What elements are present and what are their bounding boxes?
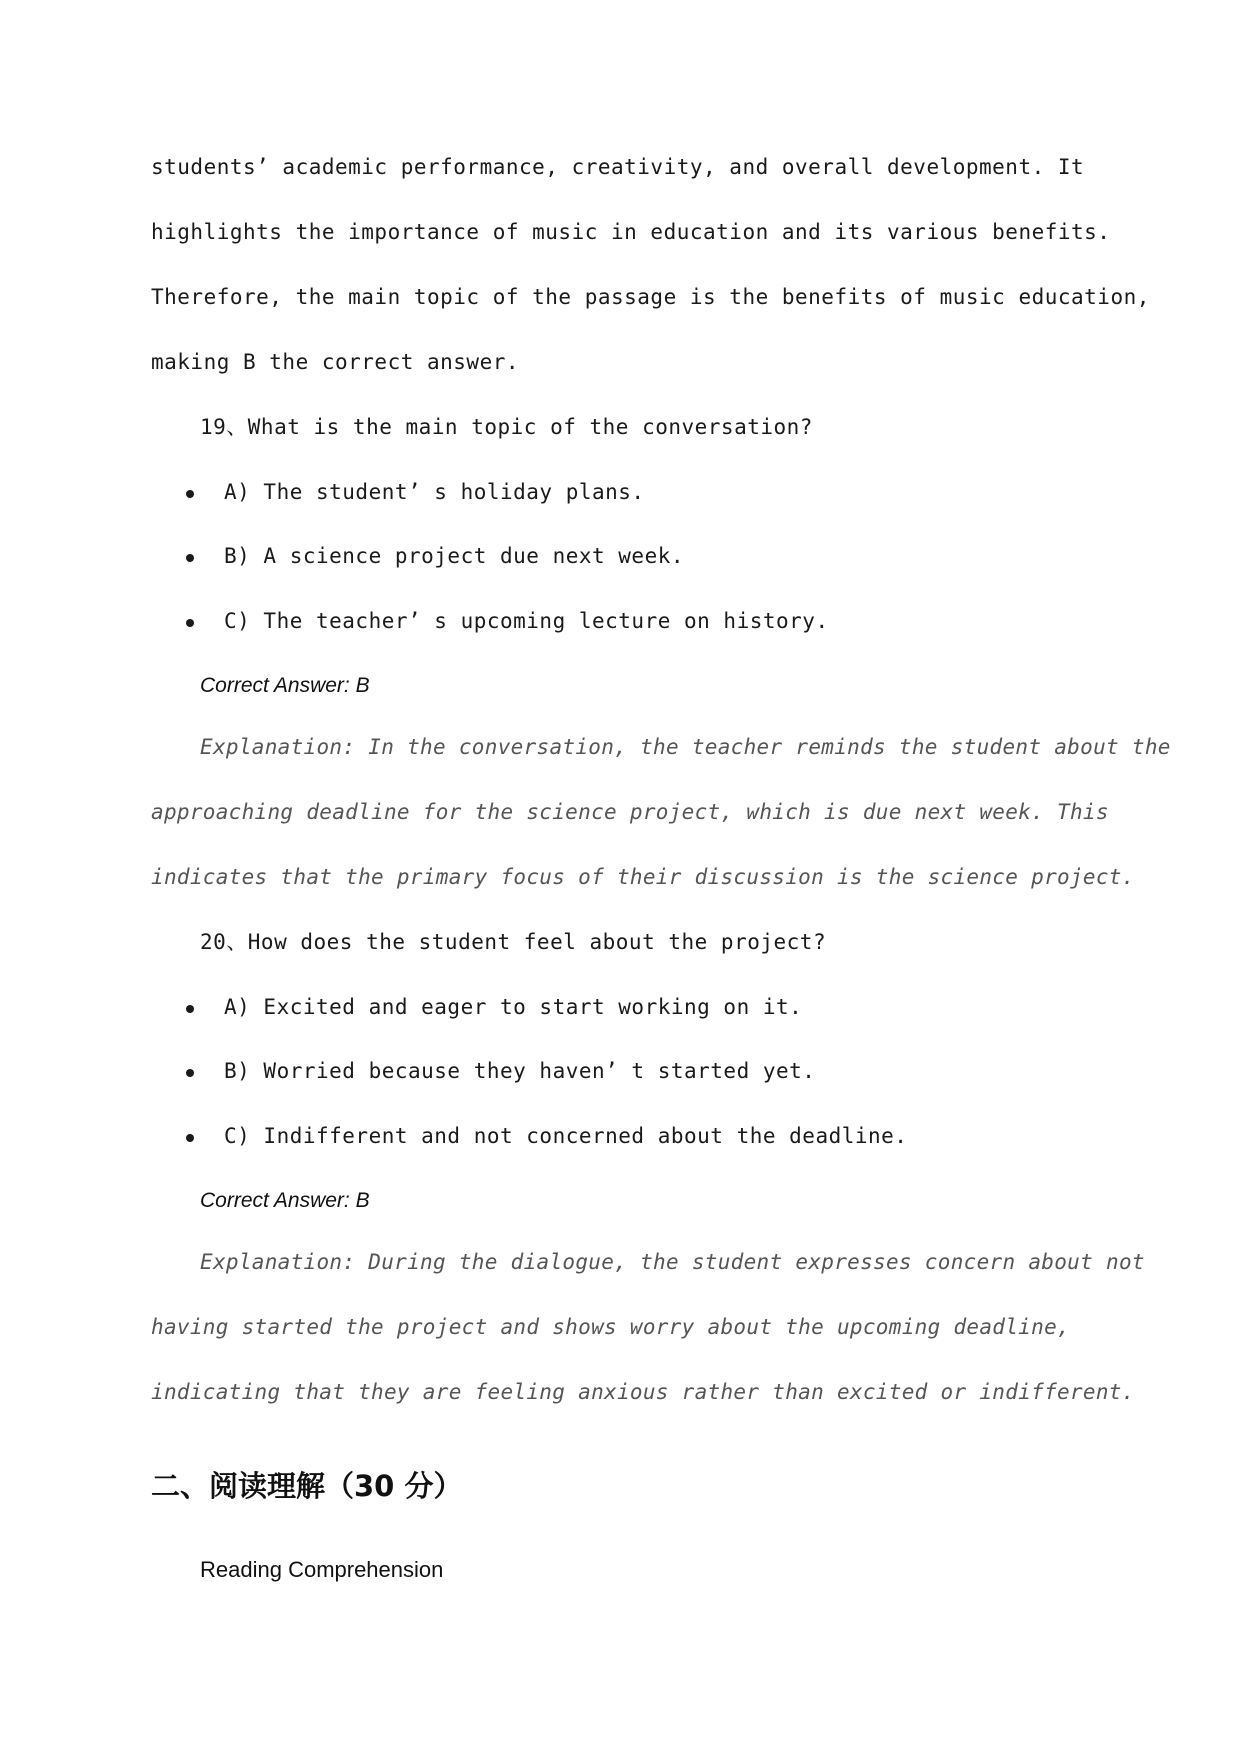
- correct-answer: Correct Answer: B: [200, 1189, 370, 1212]
- question-20: 20、How does the student feel about the project?: [200, 930, 827, 954]
- section-subtitle: Reading Comprehension: [200, 1557, 444, 1582]
- bullet-icon: [186, 1005, 194, 1013]
- option-b: B) Worried because they haven’ t started yet.: [224, 1059, 816, 1083]
- bullet-icon: [186, 1069, 194, 1077]
- question-19: 19、What is the main topic of the conversation?: [200, 415, 813, 439]
- option-c: C) Indifferent and not concerned about the deadline.: [224, 1124, 908, 1148]
- section-heading: 二、阅读理解（30 分）: [151, 1469, 463, 1503]
- paragraph-line: students’ academic performance, creativity, and overall development. It: [151, 155, 1085, 179]
- option-a: A) The student’ s holiday plans.: [224, 480, 645, 504]
- explanation-line: Explanation: In the conversation, the teacher reminds the student about the: [200, 735, 1171, 759]
- option-c: C) The teacher’ s upcoming lecture on history.: [224, 609, 829, 633]
- bullet-icon: [186, 554, 194, 562]
- bullet-icon: [186, 490, 194, 498]
- explanation-line: Explanation: During the dialogue, the student expresses concern about not: [200, 1250, 1145, 1274]
- correct-answer: Correct Answer: B: [200, 674, 370, 697]
- paragraph-line: Therefore, the main topic of the passage is the benefits of music education,: [151, 285, 1150, 309]
- paragraph-line: highlights the importance of music in education and its various benefits.: [151, 220, 1111, 244]
- bullet-icon: [186, 619, 194, 627]
- paragraph-line: making B the correct answer.: [151, 350, 520, 374]
- explanation-line: indicates that the primary focus of their discussion is the science project.: [151, 865, 1135, 889]
- explanation-line: approaching deadline for the science project, which is due next week. This: [151, 800, 1109, 824]
- explanation-line: having started the project and shows worry about the upcoming deadline,: [151, 1315, 1070, 1339]
- option-b: B) A science project due next week.: [224, 544, 685, 568]
- bullet-icon: [186, 1134, 194, 1142]
- option-a: A) Excited and eager to start working on it.: [224, 995, 803, 1019]
- explanation-line: indicating that they are feeling anxious rather than excited or indifferent.: [151, 1380, 1135, 1404]
